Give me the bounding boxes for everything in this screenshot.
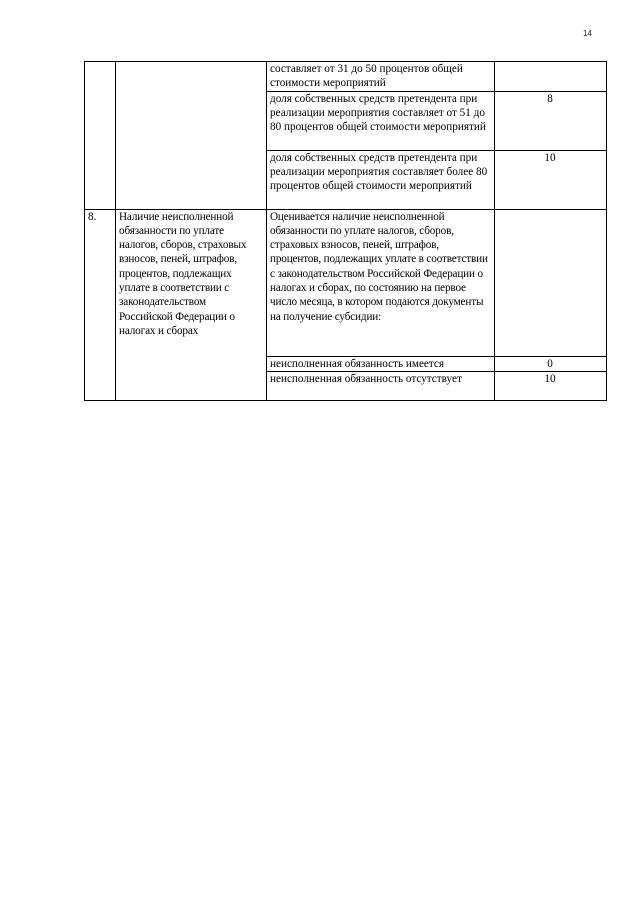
option-description: доля собственных средств претендента при реализации мероприятия составляет от 51 до 80 процентов общей стоимости мероприятий [267, 91, 495, 150]
criterion-number-cell [85, 62, 116, 210]
criterion-name: Наличие неисполненной обязанности по уплате налогов, сборов, страховых взносов, пеней, штрафов, процентов, подлежащих уплате в соответствии с законодательством Российской Федерации о налогах и сборах [116, 209, 267, 400]
table-row [85, 209, 607, 356]
criterion-number: 8. [85, 209, 116, 400]
criteria-table [84, 61, 607, 401]
option-description: неисполненная обязанность отсутствует [267, 371, 495, 400]
option-score: 10 [495, 371, 607, 400]
option-score: 8 [495, 91, 607, 150]
page-number: 14 [583, 29, 592, 38]
criterion-intro: Оценивается наличие неисполненной обязанности по уплате налогов, сборов, страховых взносов, пеней, штрафов, процентов, подлежащих уплате в соответствии с законодательством Российской Федерации о налогах и сборах, по состоянию на первое число месяца, в котором подаются документы на получение субсидии: [267, 209, 495, 356]
option-description: неисполненная обязанность имеется [267, 356, 495, 371]
criterion-name-cell [116, 62, 267, 210]
option-score [495, 62, 607, 92]
criterion-intro-score [495, 209, 607, 356]
option-description: составляет от 31 до 50 процентов общей стоимости мероприятий [267, 62, 495, 92]
option-score: 0 [495, 356, 607, 371]
table-row [85, 62, 607, 92]
option-score: 10 [495, 150, 607, 209]
option-description: доля собственных средств претендента при реализации мероприятия составляет более 80 процентов общей стоимости мероприятий [267, 150, 495, 209]
